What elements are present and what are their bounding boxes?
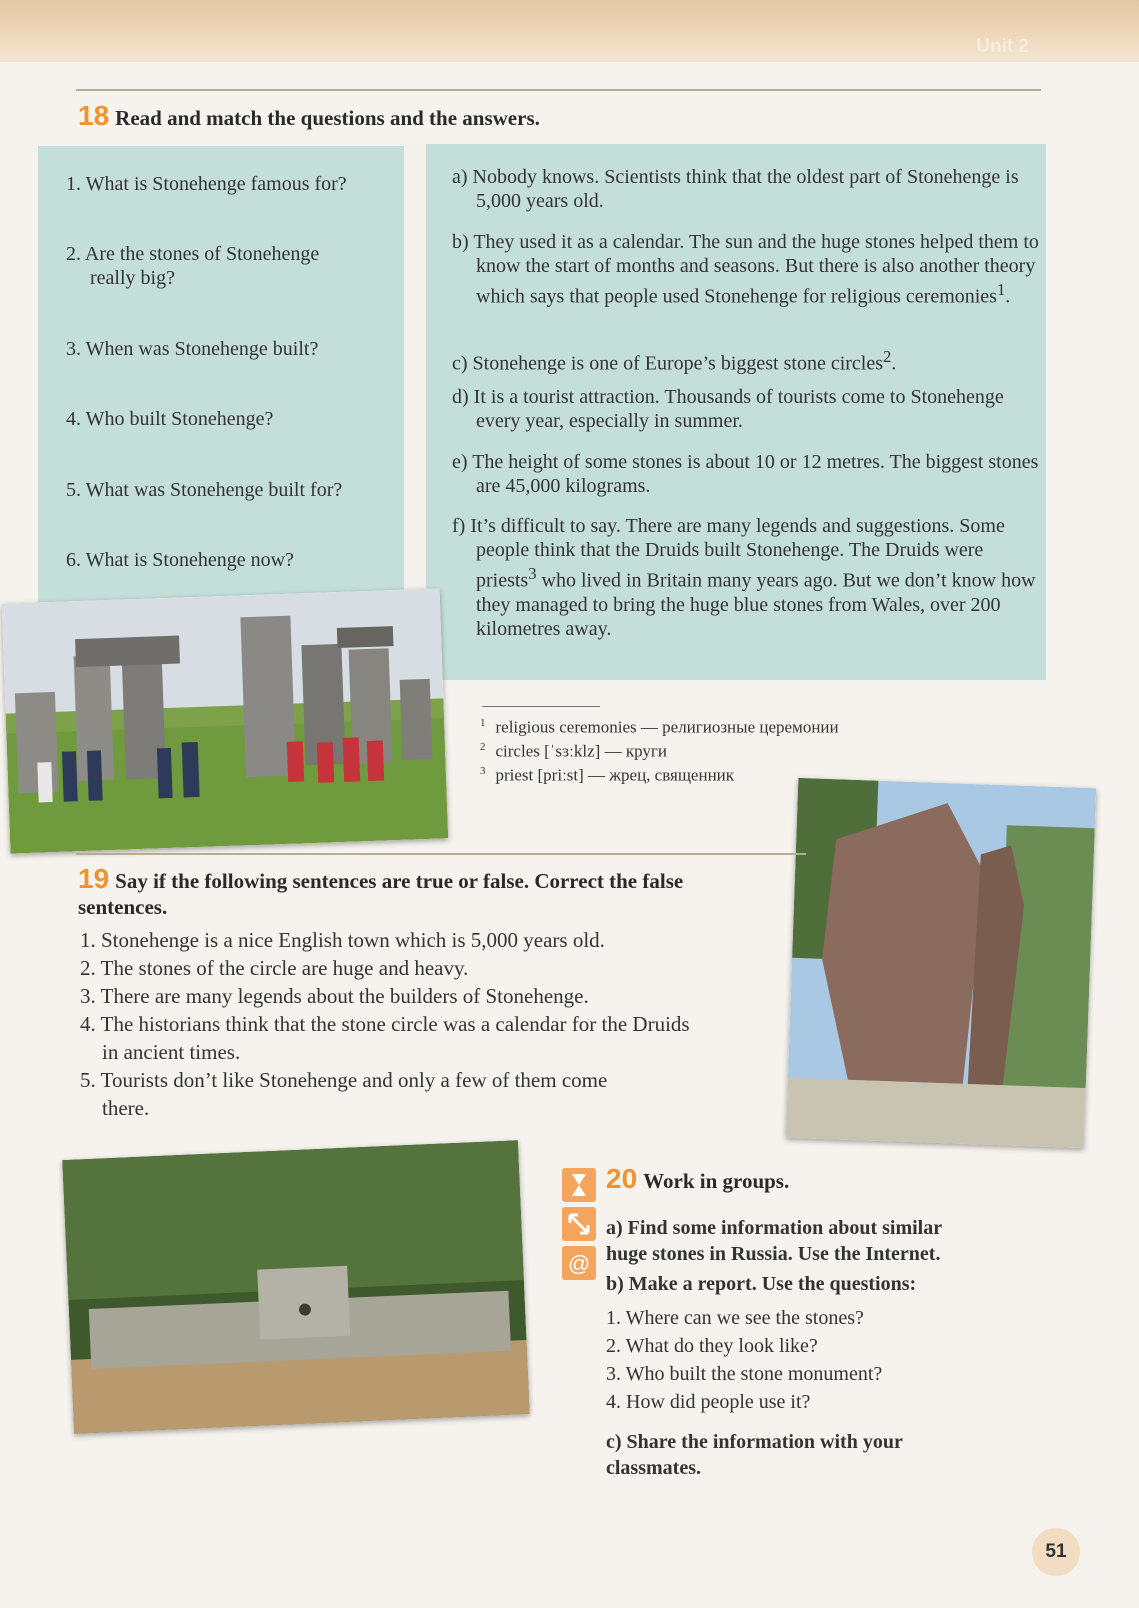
at-sign-icon (562, 1246, 596, 1280)
list-item: 2. What do they look like? (606, 1335, 818, 1357)
unit-label: Unit 2 (976, 36, 1029, 57)
exercise-20-heading: 20 Work in groups. (606, 1163, 790, 1194)
task-a: a) Find some information about similar (606, 1217, 943, 1239)
answer-e: e) The height of some stones is about 10 or 12 metres. The biggest stones are 45,000 kilograms. (452, 451, 1039, 497)
list-item: 5. What was Stonehenge built for? (66, 479, 343, 501)
arrows-icon (562, 1207, 596, 1241)
page-number: 51 (1032, 1528, 1080, 1576)
stonehenge-photo (2, 588, 448, 853)
svg-text:@: @ (567, 1251, 591, 1276)
footnote-3: $^3$ priest [priːst] — жрец, священник (480, 765, 735, 785)
list-item: 1. Stonehenge is a nice English town which is 5,000 years old. (80, 928, 605, 952)
footnote-divider (482, 706, 600, 707)
questions-panel (38, 146, 410, 608)
list-item: 2. Are the stones of Stonehenge really big? (66, 243, 320, 289)
list-item: 2. The stones of the circle are huge and heavy. (80, 956, 469, 980)
section-divider (76, 89, 1041, 91)
dolmen-photo (62, 1140, 530, 1434)
header-band (0, 0, 1139, 62)
task-b: b) Make a report. Use the questions: (606, 1273, 917, 1295)
task-c: c) Share the information with your (606, 1431, 903, 1453)
exercise-number: 18 (78, 100, 110, 131)
answer-b: b) They used it as a calendar. The sun and the huge stones helped them to know the start of months and seasons. But there is also another theory which says that people used Stonehenge for religious ceremonies$^1$. (452, 231, 1039, 308)
answer-a: a) Nobody knows. Scientists think that the oldest part of Stonehenge is 5,000 years old. (452, 166, 1019, 212)
rock-formation-photo (786, 778, 1096, 1148)
list-item: 5. Tourists don’t like Stonehenge and only a few of them come there. (80, 1068, 608, 1120)
list-item: 4. The historians think that the stone circle was a calendar for the Druids in ancient times. (80, 1012, 690, 1064)
exercise-18-heading (78, 100, 540, 131)
exercise-19-heading: 19 Say if the following sentences are true or false. Correct the false (78, 863, 684, 894)
answer-c: c) Stonehenge is one of Europe’s biggest stone circles$^2$. (452, 347, 897, 375)
task-c-cont: classmates. (606, 1457, 701, 1479)
list-item: 3. There are many legends about the builders of Stonehenge. (80, 984, 589, 1008)
footnote-2: $^2$ circles [ˈsɜːklz] — круги (480, 741, 667, 761)
list-item: 1. What is Stonehenge famous for? (66, 173, 347, 195)
answer-d: d) It is a tourist attraction. Thousands of tourists come to Stonehenge every year, especially in summer. (452, 386, 1004, 432)
list-item: 4. Who built Stonehenge? (66, 408, 274, 430)
hourglass-icon (562, 1168, 596, 1202)
list-item: 1. Where can we see the stones? (606, 1307, 864, 1329)
list-item: 6. What is Stonehenge now? (66, 549, 294, 571)
list-item: 3. Who built the stone monument? (606, 1363, 883, 1385)
task-a-cont: huge stones in Russia. Use the Internet. (606, 1243, 941, 1265)
answer-f: f) It’s difficult to say. There are many legends and suggestions. Some people think that the Druids built Stonehenge. The Druids were priests$^3$ who lived in Britain many years ago. But we don’t know how they managed to bring the huge blue stones from Wales, over 200 kilometres away. (452, 515, 1036, 640)
footnote-1: $^1$ religious ceremonies — религиозные церемонии (480, 717, 839, 737)
exercise-title: Read and match the questions and the answers. (115, 106, 540, 130)
list-item: 4. How did people use it? (606, 1391, 811, 1413)
section-divider (76, 853, 806, 855)
list-item: 3. When was Stonehenge built? (66, 338, 319, 360)
exercise-19-heading-cont: sentences. (78, 895, 168, 919)
